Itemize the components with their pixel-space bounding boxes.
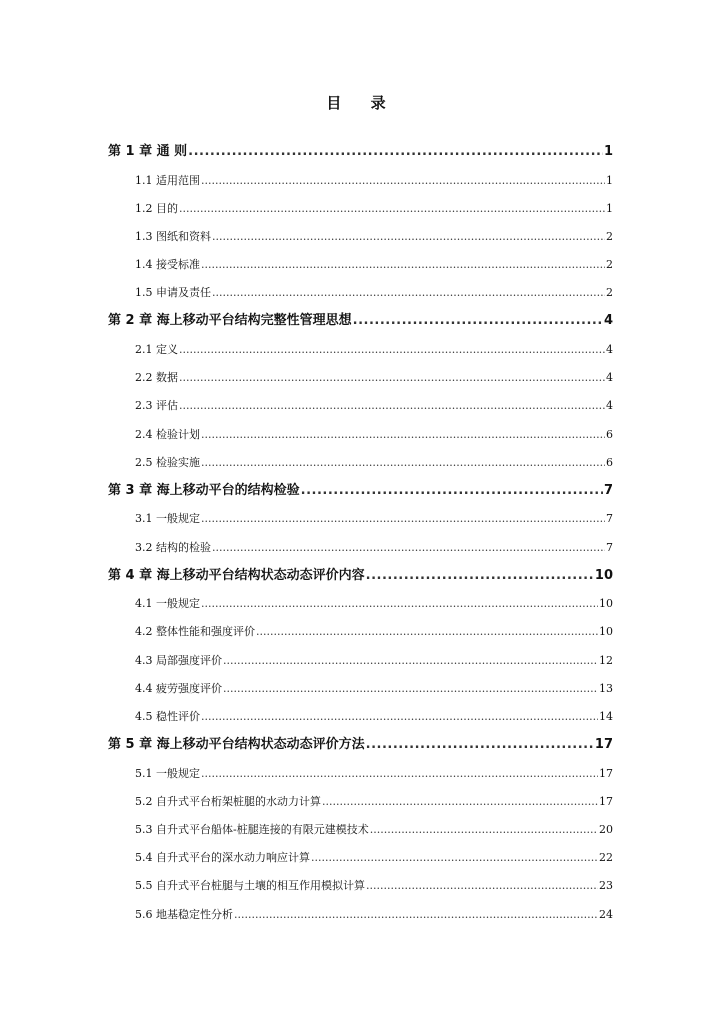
toc-page-number: 2 <box>606 229 613 243</box>
toc-chapter-entry[interactable] <box>108 477 613 506</box>
toc-section-entry[interactable] <box>108 167 613 195</box>
dot-leader <box>256 618 598 646</box>
toc-section-entry[interactable] <box>108 195 613 223</box>
toc-page-number: 4 <box>606 399 613 413</box>
toc-entry-label: 3.1 一般规定 <box>135 512 200 526</box>
toc-section-entry[interactable] <box>108 449 613 477</box>
toc-section-entry[interactable] <box>108 590 613 618</box>
toc-chapter-entry[interactable] <box>108 562 613 591</box>
toc-entry-label: 4.3 局部强度评价 <box>135 653 222 667</box>
toc-section-entry[interactable] <box>108 364 613 392</box>
toc-page-number: 13 <box>599 681 613 695</box>
toc-page-number: 6 <box>606 455 613 469</box>
toc-page-number: 17 <box>594 737 613 753</box>
toc-entry-label: 3.2 结构的检验 <box>135 540 211 554</box>
toc-section-entry[interactable] <box>108 816 613 844</box>
toc-section-entry[interactable] <box>108 788 613 816</box>
toc-page-number: 17 <box>599 794 613 808</box>
toc-entry-label: 1.5 申请及责任 <box>135 286 211 300</box>
toc-section-entry[interactable] <box>108 534 613 562</box>
dot-leader <box>188 138 603 167</box>
toc-page-number: 22 <box>599 851 613 865</box>
dot-leader <box>201 449 605 477</box>
toc-page-number: 17 <box>599 766 613 780</box>
toc-section-entry[interactable] <box>108 251 613 279</box>
toc-entry-label: 5.6 地基稳定性分析 <box>135 907 233 921</box>
dot-leader <box>201 421 605 449</box>
toc-page-number: 7 <box>606 512 613 526</box>
toc-section-entry[interactable] <box>108 392 613 420</box>
toc-section-entry[interactable] <box>108 421 613 449</box>
dot-leader <box>322 788 598 816</box>
toc-page-number: 10 <box>594 567 613 583</box>
toc-entry-label: 2.4 检验计划 <box>135 427 200 441</box>
dot-leader <box>201 703 598 731</box>
dot-leader <box>201 167 605 195</box>
dot-leader <box>212 223 605 251</box>
table-of-contents <box>108 138 613 929</box>
toc-chapter-entry[interactable] <box>108 138 613 167</box>
toc-page-number: 1 <box>606 173 613 187</box>
toc-page-number: 12 <box>599 653 613 667</box>
toc-entry-label: 2.2 数据 <box>135 371 178 385</box>
toc-page-number: 24 <box>599 907 613 921</box>
toc-entry-label: 第 5 章 海上移动平台结构状态动态评价方法 <box>108 737 365 753</box>
dot-leader <box>179 392 605 420</box>
dot-leader <box>223 647 598 675</box>
dot-leader <box>179 336 605 364</box>
toc-page-number: 4 <box>603 313 613 329</box>
toc-section-entry[interactable] <box>108 647 613 675</box>
toc-section-entry[interactable] <box>108 279 613 307</box>
toc-entry-label: 1.2 目的 <box>135 201 178 215</box>
toc-entry-label: 5.3 自升式平台船体-桩腿连接的有限元建模技术 <box>135 823 369 837</box>
toc-entry-label: 2.1 定义 <box>135 342 178 356</box>
dot-leader <box>234 901 598 929</box>
toc-section-entry[interactable] <box>108 901 613 929</box>
toc-entry-label: 5.4 自升式平台的深水动力响应计算 <box>135 851 310 865</box>
toc-section-entry[interactable] <box>108 336 613 364</box>
toc-page-number: 2 <box>606 258 613 272</box>
dot-leader <box>179 195 605 223</box>
dot-leader <box>301 477 603 506</box>
toc-entry-label: 第 1 章 通 则 <box>108 144 188 159</box>
toc-entry-label: 第 4 章 海上移动平台结构状态动态评价内容 <box>108 567 365 583</box>
dot-leader <box>179 364 605 392</box>
dot-leader <box>366 731 594 760</box>
toc-title: 目 录 <box>326 94 398 112</box>
dot-leader <box>311 844 598 872</box>
toc-section-entry[interactable] <box>108 223 613 251</box>
toc-page-number: 10 <box>599 625 613 639</box>
toc-entry-label: 5.1 一般规定 <box>135 766 200 780</box>
toc-page-number: 1 <box>606 201 613 215</box>
toc-section-entry[interactable] <box>108 618 613 646</box>
toc-entry-label: 4.2 整体性能和强度评价 <box>135 625 255 639</box>
dot-leader <box>366 562 594 591</box>
dot-leader <box>201 505 605 533</box>
toc-page-number: 7 <box>606 540 613 554</box>
toc-page-number: 14 <box>599 710 613 723</box>
toc-entry-label: 5.2 自升式平台桁架桩腿的水动力计算 <box>135 794 321 808</box>
toc-page-number: 20 <box>599 823 613 837</box>
toc-entry-label: 4.1 一般规定 <box>135 597 200 611</box>
toc-page-number: 6 <box>606 427 613 441</box>
toc-entry-label: 1.1 适用范围 <box>135 173 200 187</box>
toc-page-number: 7 <box>603 482 613 498</box>
dot-leader <box>212 534 605 562</box>
toc-entry-label: 2.3 评估 <box>135 399 178 413</box>
toc-chapter-entry[interactable] <box>108 307 613 336</box>
dot-leader <box>201 590 598 618</box>
toc-entry-label: 1.4 接受标准 <box>135 258 200 272</box>
toc-page-number: 4 <box>606 371 613 385</box>
toc-chapter-entry[interactable] <box>108 731 613 760</box>
toc-entry-label: 2.5 检验实施 <box>135 455 200 469</box>
toc-section-entry[interactable] <box>108 505 613 533</box>
toc-page-number: 23 <box>599 879 613 893</box>
toc-page-number: 1 <box>603 144 613 159</box>
toc-entry-label: 5.5 自升式平台桩腿与土壤的相互作用模拟计算 <box>135 879 365 893</box>
toc-entry-label: 1.3 图纸和资料 <box>135 229 211 243</box>
toc-entry-label: 第 3 章 海上移动平台的结构检验 <box>108 482 300 498</box>
toc-section-entry[interactable] <box>108 675 613 703</box>
toc-page-number: 2 <box>606 286 613 300</box>
dot-leader <box>366 872 598 900</box>
toc-section-entry[interactable] <box>108 760 613 788</box>
toc-entry-label: 4.5 稳性评价 <box>135 710 200 723</box>
toc-section-entry[interactable] <box>108 872 613 900</box>
toc-section-entry[interactable] <box>108 703 613 731</box>
dot-leader <box>201 760 598 788</box>
dot-leader <box>353 307 603 336</box>
toc-page-number: 4 <box>606 342 613 356</box>
dot-leader <box>212 279 605 307</box>
dot-leader <box>223 675 598 703</box>
toc-entry-label: 第 2 章 海上移动平台结构完整性管理思想 <box>108 313 352 329</box>
dot-leader <box>370 816 598 844</box>
dot-leader <box>201 251 605 279</box>
toc-section-entry[interactable] <box>108 844 613 872</box>
toc-page-number: 10 <box>599 597 613 611</box>
toc-entry-label: 4.4 疲劳强度评价 <box>135 681 222 695</box>
